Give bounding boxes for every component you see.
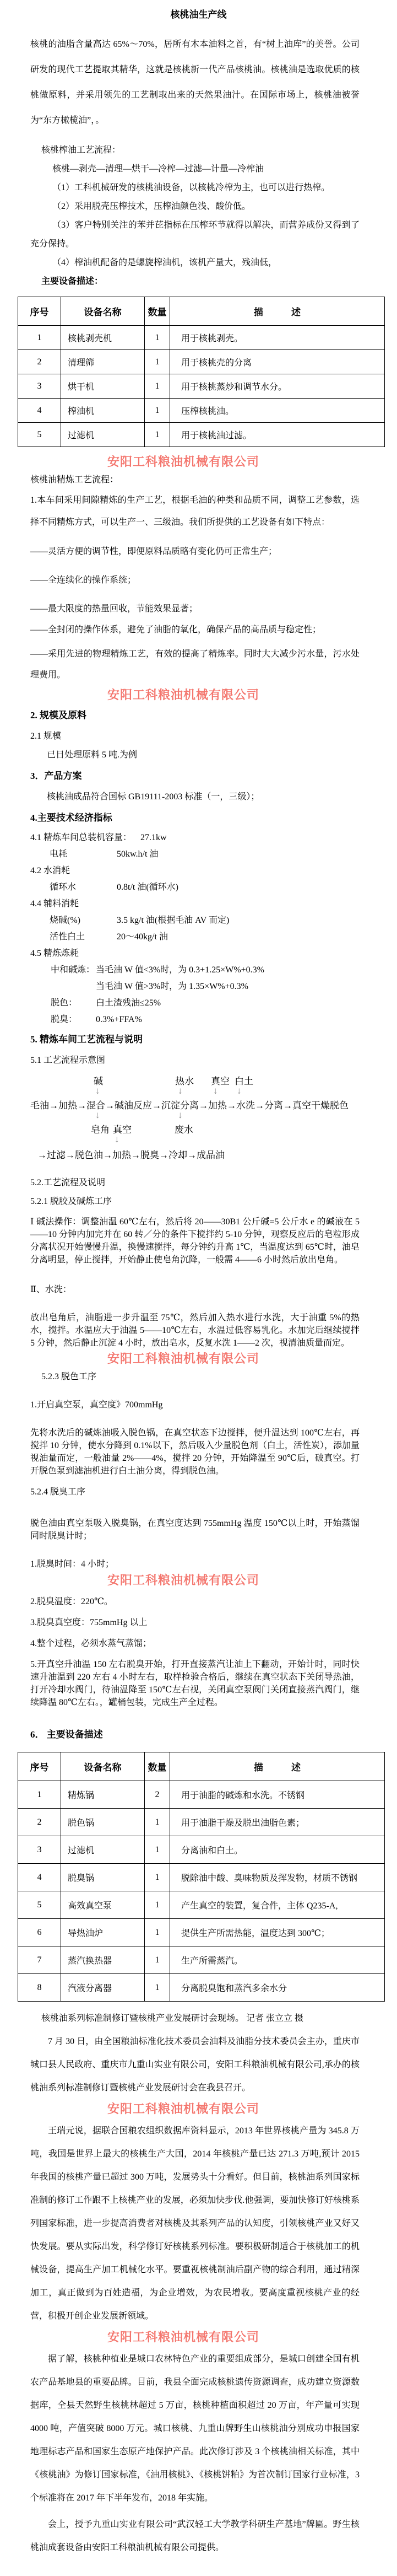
- news-paragraph-3: 据了解，核桃种植业是城口农林特色产业的重要组成部分，是城口创建全国有机农产品基地县的重要品牌。目前，我县全面完成核桃遗传资源调查，成功建立资源数据库，全县天然野生核桃林超过 5 万亩，核桃种植面积超过 20 万亩，年产量可实现 4000 吨，产值突破 8000 万元。城口核桃、九重山牌野生山核桃油分别成功申报国家地理标志产品和国家生态原产地保护产品。此次修订涉及 3 个核桃油相关标准，其中《核桃油》为修订国家标准，《油用核桃》、《核桃饼粕》为首次制订国家行业标准，3 个标准将在 2017 年下半年发布，2018 年实施。: [30, 2354, 360, 2503]
- down-arrow-icon: ↓: [95, 1110, 100, 1120]
- table-cell: 过滤机: [61, 423, 145, 447]
- spec-value: 0.8t/t 油(循环水): [117, 883, 178, 892]
- table-row: [18, 374, 385, 399]
- table-row: [18, 1809, 385, 1836]
- col-header-name: 设备名称: [61, 297, 145, 326]
- spec-row: [0, 863, 397, 879]
- table-cell: 用于核桃蒸炒和调节水分。: [170, 374, 385, 399]
- spec-label: 脱色：: [51, 998, 78, 1008]
- flow-label-soapstock: 皂角: [91, 1125, 110, 1135]
- spec-label: 4.5 精炼炼耗: [30, 949, 79, 958]
- flow-label-wastewater: 废水: [175, 1125, 193, 1135]
- deodor-point: 3.脱臭真空度：755mmHg 以上: [30, 1618, 148, 1627]
- table-cell: 高效真空泵: [61, 1891, 145, 1919]
- table-cell: 用于核桃剥壳。: [170, 326, 385, 350]
- company-watermark: 安阳工科粮油机械有限公司: [107, 455, 260, 469]
- table-cell: 1: [18, 1781, 61, 1809]
- equipment-table-press: [18, 297, 385, 447]
- table-cell: 5: [18, 423, 61, 447]
- table-cell: 1: [145, 1809, 170, 1836]
- table-row: [18, 1974, 385, 2002]
- down-arrow-icon: ↓: [237, 1085, 242, 1096]
- table-cell: 脱色锅: [61, 1809, 145, 1836]
- table-cell: 2: [18, 1809, 61, 1836]
- decolor-paragraph: 先将水洗后的碱炼油吸入脱色锅，在真空状态下边搅拌，便升温达到 100℃左右，再搅拌 10 分钟，使水分降到 0.1%以下，然后吸入少量脱色剂（白土，活性炭），添加量视油量而定，一般油量 2%——4%，搅拌 20 分钟，开始降温至 90℃后，破真空。打开脱色泵到滤油机进行白土油分离，得到脱色油。: [30, 1428, 360, 1476]
- news-paragraph-2: 王瑞元说，据联合国粮农组织数据库资料显示，2013 年世界核桃产量为 345.8 万吨，我国是世界上最大的核桃生产大国，2014 年核桃产量已达 271.3 万吨,预计 2015 年我国的核桃产量已超过 300 万吨，发展势头十分看好。但目前，核桃油系列国家标准制的修订工作跟不上核桃产业的发展，必须加快步伐.他强调，要加快修订好核桃系列国家标准，进一步提高消费者对核桃及其系列产品的认知度，引领核桃产业又好又快发展。要从实际出发，科学修订好核桃系列标准。要积极研制适合于核桃加工的机械设备，提高生产加工机械化水平。要重视核桃制油后副产物的综合利用，通过精深加工，真正做到为百姓造福，为企业增效，为农民增收。要高度重视核桃产业的经营，积极开创企业发展新领域。: [30, 2126, 360, 2321]
- refine-feature: ——全封闭的操作体系，避免了油脂的氧化，确保产品的高品质与稳定性；: [30, 625, 322, 634]
- table-row: [18, 350, 385, 374]
- table-cell: 精炼锅: [61, 1781, 145, 1809]
- spec-label: 4.4 辅料消耗: [30, 899, 79, 908]
- spec-label: 电耗: [50, 849, 68, 859]
- table-cell: 1: [145, 374, 170, 399]
- news-paragraph-1: 7 月 30 日，由全国粮油标准化技术委员会油料及油脂分技术委员会主办，重庆市城口县人民政府、重庆市九重山实业有限公司，安阳工科粮油机械有限公司,承办的核桃油系列标准制修订暨核桃产业发展研讨会在我县召开。: [30, 2037, 360, 2093]
- table1-title: 主要设备描述：: [41, 277, 104, 286]
- table-cell: 分离油和白土。: [170, 1836, 385, 1864]
- spacer: [0, 534, 397, 541]
- table-cell: 1: [145, 1946, 170, 1974]
- spec-value: 3.5 kg/t 油(根据毛油 AV 而定): [117, 916, 230, 925]
- spec-value: 当毛油 W 值<3%时，为 0.3+1.25×W%+0.3%: [96, 965, 264, 975]
- table-cell: 清理筛: [61, 350, 145, 374]
- table-cell: 用于核桃壳的分离: [170, 350, 385, 374]
- company-watermark: 安阳工科粮油机械有限公司: [107, 1352, 260, 1365]
- flow-label-vacuum2: 真空: [113, 1125, 132, 1135]
- table-cell: 脱臭锅: [61, 1864, 145, 1891]
- spec-value: 0.3%+FFA%: [96, 1015, 142, 1024]
- col-header-name: 设备名称: [61, 1752, 145, 1781]
- spec-label: 烧碱(%): [50, 916, 80, 925]
- spec-label: 循环水: [50, 883, 77, 892]
- page-title: 核桃油生产线: [170, 9, 227, 20]
- section21-heading: 2.1 规模: [30, 732, 62, 741]
- spec-row: [0, 978, 397, 995]
- spacer: [0, 591, 397, 599]
- deodor-point: 1.脱臭时间：4 小时；: [30, 1559, 115, 1569]
- spacer: [0, 1709, 397, 1723]
- spec-row: [0, 879, 397, 896]
- equipment-table-refinery: [18, 1752, 385, 2002]
- spec-row: [0, 846, 397, 863]
- spacer: [0, 1299, 397, 1307]
- section5-heading: 5. 精炼车间工艺流程与说明: [30, 1034, 143, 1045]
- table-cell: 用于油脂的碱炼和水洗。不锈钢: [170, 1781, 385, 1809]
- spacer: [0, 133, 397, 141]
- refine-feature: ——采用先进的物理精炼工艺，有效的提高了精炼率。同时大大减少污水量，污水处理费用。: [30, 649, 360, 680]
- table-cell: 1: [145, 326, 170, 350]
- table-cell: 2: [18, 350, 61, 374]
- table-cell: 1: [145, 1919, 170, 1946]
- table-cell: 压榨核桃油。: [170, 399, 385, 423]
- table-cell: 1: [145, 1891, 170, 1919]
- spec-row: [0, 929, 397, 945]
- table-row: [18, 399, 385, 423]
- flow-label-hotwater: 热水: [175, 1076, 194, 1087]
- flow-label-alkali: 碱: [94, 1076, 103, 1087]
- spec-value: 27.1kw: [140, 833, 167, 842]
- spacer: [0, 1650, 397, 1654]
- table-cell: 1: [145, 399, 170, 423]
- down-arrow-icon: ↓: [213, 1085, 218, 1096]
- table-cell: 脱除油中酸、臭味物质及挥发物，材质不锈钢: [170, 1864, 385, 1891]
- deodor-paragraph: 脱色油由真空泵吸入脱臭锅，在真空度达到 755mmHg 温度 150℃以上时，开始蒸馏同时脱臭计时；: [30, 1519, 360, 1541]
- down-arrow-icon: ↓: [95, 1085, 100, 1096]
- section21-text: 已日处理原料 5 吨.为例: [47, 750, 138, 760]
- flow-label-vacuum: 真空: [211, 1076, 230, 1087]
- press-point: （1）工科机械研发的核桃油设备，以核桃冷榨为主，也可以进行热榨。: [52, 183, 330, 192]
- company-watermark: 安阳工科粮油机械有限公司: [107, 1573, 260, 1587]
- spec-row: [0, 830, 397, 846]
- section51-heading: 5.1 工艺流程示意图: [30, 1056, 106, 1065]
- table-row: [18, 1836, 385, 1864]
- table-cell: 3: [18, 1836, 61, 1864]
- press-point: （4）榨油机配备的是螺旋榨油机，该机产量大，残油低，: [52, 258, 278, 267]
- press-point: （2）采用脱壳压榨技术，压榨油颜色浅、酸价低。: [52, 202, 251, 211]
- deodor-point: 2.脱臭温度：220℃。: [30, 1597, 113, 1606]
- spec-label: [51, 978, 96, 995]
- table-row: [18, 1946, 385, 1974]
- deodor-point: 4.整个过程，必须水蒸气蒸馏；: [30, 1639, 152, 1648]
- press-points: [0, 179, 397, 272]
- spec-value: [140, 945, 397, 962]
- table-cell: 1: [145, 1974, 170, 2002]
- waterwash-heading: Ⅱ、水洗：: [30, 1285, 72, 1294]
- col-header-index: 序号: [18, 1752, 61, 1781]
- table-cell: 核桃剥壳机: [61, 326, 145, 350]
- spacer: [0, 1502, 397, 1513]
- spec-value: 20～40kg/t 油: [117, 932, 168, 942]
- section2-heading: 2. 规模及原料: [30, 710, 86, 720]
- table-cell: 过滤机: [61, 1836, 145, 1864]
- spec-value: [140, 896, 397, 912]
- flow-bottom-line: →过滤→脱色油→加热→脱臭→冷却→成品油: [37, 1150, 225, 1160]
- table-cell: 2: [145, 1781, 170, 1809]
- table-cell: 1: [145, 1864, 170, 1891]
- col-header-index: 序号: [18, 297, 61, 326]
- spec-label: 中和碱炼：: [51, 965, 95, 975]
- company-watermark: 安阳工科粮油机械有限公司: [107, 2102, 260, 2116]
- press-process-heading: 核桃榨油工艺流程：: [41, 146, 121, 155]
- spacer: [0, 1266, 397, 1281]
- down-arrow-icon: ↓: [115, 1134, 119, 1144]
- flow-label-clay: 白土: [235, 1076, 253, 1087]
- col-header-desc: 描 述: [170, 1752, 385, 1781]
- alkali-paragraph: Ⅰ 碱法操作：调整油温 60℃左右，然后将 20——30B1 公斤碱=5 公斤水 e 的碱液在 5——10 分钟内加完并在 60 转／分的条件下搅拌约 5-10 分钟，观察反应后的皂粒形成分离状况开始慢慢升温，换慢速搅拌，每分钟约升高 1℃，当温度达到 65℃时，油皂分离明显，停止搅拌，开始静止使皂角沉降，一般需 4——6 小时然后放出皂角。: [30, 1217, 360, 1265]
- table-cell: 3: [18, 374, 61, 399]
- spec-label: 脱臭：: [51, 1015, 78, 1024]
- decolor-step1: 1.开启真空泵，真空度》700mmHg: [30, 1400, 163, 1410]
- section524-heading: 5.2.4 脱臭工序: [30, 1487, 86, 1497]
- down-arrow-icon: ↓: [178, 1110, 183, 1120]
- section3-heading: 3．产品方案: [30, 771, 82, 781]
- refine-heading: 核桃油精炼工艺流程：: [30, 475, 119, 485]
- table-cell: 提供生产所需热能，温度达到 300℃；: [170, 1919, 385, 1946]
- spec-row: [0, 1012, 397, 1028]
- table-cell: 蒸汽换热器: [61, 1946, 145, 1974]
- spacer: [0, 447, 397, 453]
- section6-heading: 6． 主要设备描述: [30, 1729, 103, 1740]
- company-watermark: 安阳工科粮油机械有限公司: [107, 688, 260, 702]
- spec-label: 活性白土: [50, 932, 85, 942]
- table-cell: 榨油机: [61, 399, 145, 423]
- section4-heading: 4.主要技术经济指标: [30, 813, 112, 823]
- table-cell: 4: [18, 399, 61, 423]
- spacer: [0, 1542, 397, 1550]
- spec-value: 50kw.h/t 油: [117, 849, 159, 859]
- table-row: [18, 326, 385, 350]
- table-cell: 1: [18, 326, 61, 350]
- spec-row: [0, 912, 397, 929]
- col-header-desc: 描 述: [170, 297, 385, 326]
- waterwash-paragraph: 放出皂角后，油脂进一步升温至 75℃，然后加入热水进行水洗，大于油重 5%的热水，搅拌。水温应大于油温 5——10℃左右，水温过低容易乳化。水加完后继续搅拌 5 分钟，然后静止沉淀 4 小时，放出皂水，反复水洗 1——2 次，视清油质量而定。: [30, 1313, 360, 1348]
- section3-text: 核桃油成品符合国标 GB19111-2003 标准（一，三级）；: [47, 792, 260, 802]
- refine-feature: ——全连续化的操作系统；: [30, 576, 137, 585]
- refine-feature: ——灵活方便的调节性，即便原料品质略有变化仍可正常生产；: [30, 547, 278, 556]
- spacer: [0, 1386, 397, 1394]
- table-row: [18, 1891, 385, 1919]
- table-row: [18, 1864, 385, 1891]
- table-cell: 生产所需蒸汽。: [170, 1946, 385, 1974]
- table-cell: 6: [18, 1919, 61, 1946]
- table-cell: 8: [18, 1974, 61, 2002]
- section523-heading: 5.2.3 脱色工序: [41, 1372, 97, 1381]
- col-header-qty: 数量: [145, 1752, 170, 1781]
- flow-main-line: 毛油→加热→混合→碱油反应→沉淀分离→加热→水洗→分离→真空干燥脱色: [30, 1100, 349, 1111]
- table-cell: 7: [18, 1946, 61, 1974]
- table-row: [18, 1781, 385, 1809]
- table-cell: 汽液分离器: [61, 1974, 145, 2002]
- table-cell: 5: [18, 1891, 61, 1919]
- refine-paragraph: 1.本车间采用间隙精炼的生产工艺，根据毛油的种类和品质不同，调整工艺参数，选择不同精炼方式，可以生产一、三级油。我们所提供的工艺设备有如下特点：: [30, 496, 360, 527]
- spec-label: 4.1 精炼车间总装机容量：: [30, 833, 132, 842]
- col-header-qty: 数量: [145, 297, 170, 326]
- table-cell: 1: [145, 1836, 170, 1864]
- process-flow-diagram: [0, 1073, 397, 1166]
- spec-label: 4.2 水消耗: [30, 866, 70, 875]
- press-process-flow: 核桃—剥壳—清理—烘干—冷榨—过滤—计量—冷榨油: [52, 164, 264, 174]
- spec-row: [0, 945, 397, 962]
- spec-row: [0, 962, 397, 978]
- table-cell: 产生真空的装置，复合件，主体 Q235-A,: [170, 1891, 385, 1919]
- intro-paragraph: 核桃的油脂含量高达 65%～70%，居所有木本油料之首，有“树上油库”的美誉。公司研发的现代工艺提取其精华，这就是核桃新一代产品核桃油。核桃油是选取优质的核桃做原料，并采用领先的工艺制取出来的天然果油汁。在国际市场上，核桃油被誉为“东方橄榄油”，。: [30, 40, 360, 125]
- table-header-row: [18, 1752, 385, 1781]
- table-row: [18, 1919, 385, 1946]
- table-cell: 1: [145, 423, 170, 447]
- table-row: [18, 423, 385, 447]
- table-cell: 用于油脂干燥及脱出油脂色素；: [170, 1809, 385, 1836]
- table-cell: 导热油炉: [61, 1919, 145, 1946]
- table-cell: 分离脱臭饱和蒸汽多余水分: [170, 1974, 385, 2002]
- deodor-point-5: 5.开真空升油温 150 左右脱臭开始，打开直接蒸汽让油上下翻动，开始计时，同时快速升油温到 220 左右 4 小时左右，取样检验合格后，继续在真空状态下关闭导热油，打开冷却水阀门，待油温降至 150℃左右视，关闭真空泵阀门关闭直接蒸汽阀门，继续降温 80℃左右。，罐桶包装，完成生产全过程。: [30, 1660, 360, 1707]
- spacer: [0, 1411, 397, 1422]
- company-watermark: 安阳工科粮油机械有限公司: [107, 2330, 260, 2344]
- spec-row: [0, 995, 397, 1012]
- table-header-row: [18, 297, 385, 326]
- spacer: [0, 1477, 397, 1483]
- table-cell: 烘干机: [61, 374, 145, 399]
- refine-feature: ——最大限度的热量回收，节能效果显著；: [30, 604, 198, 614]
- spec-value: 白土渣残油≤25%: [96, 998, 161, 1008]
- table-cell: 用于核桃油过滤。: [170, 423, 385, 447]
- press-point: （3）客户特别关注的苯并芘指标在压榨环节就得以解决，而营养成份又得到了充分保持。: [30, 221, 360, 249]
- spec-row: [0, 896, 397, 912]
- spec-value: [140, 863, 397, 879]
- spacer: [0, 1166, 397, 1174]
- table-cell: 1: [145, 350, 170, 374]
- spacer: [0, 562, 397, 570]
- section521-heading: 5.2.1 脱胶及碱炼工序: [30, 1197, 112, 1206]
- table-cell: 4: [18, 1864, 61, 1891]
- down-arrow-icon: ↓: [178, 1085, 183, 1096]
- section52-heading: 5.2.工艺流程及说明: [30, 1178, 106, 1187]
- spec-value: 当毛油 W 值>3%时，为 1.35×W%+0.3%: [96, 982, 248, 991]
- tech-spec-list: [0, 830, 397, 1028]
- photo-caption: 核桃油系列标准制修订暨核桃产业发展研讨会现场。 记者 张立立 摄: [41, 2014, 304, 2023]
- news-paragraph-4: 会上，授予九重山实业有限公司“武汉轻工大学教学科研生产基地”牌匾。野生核桃油成套设备由安阳工科粮油机械有限公司提供。: [30, 2520, 360, 2552]
